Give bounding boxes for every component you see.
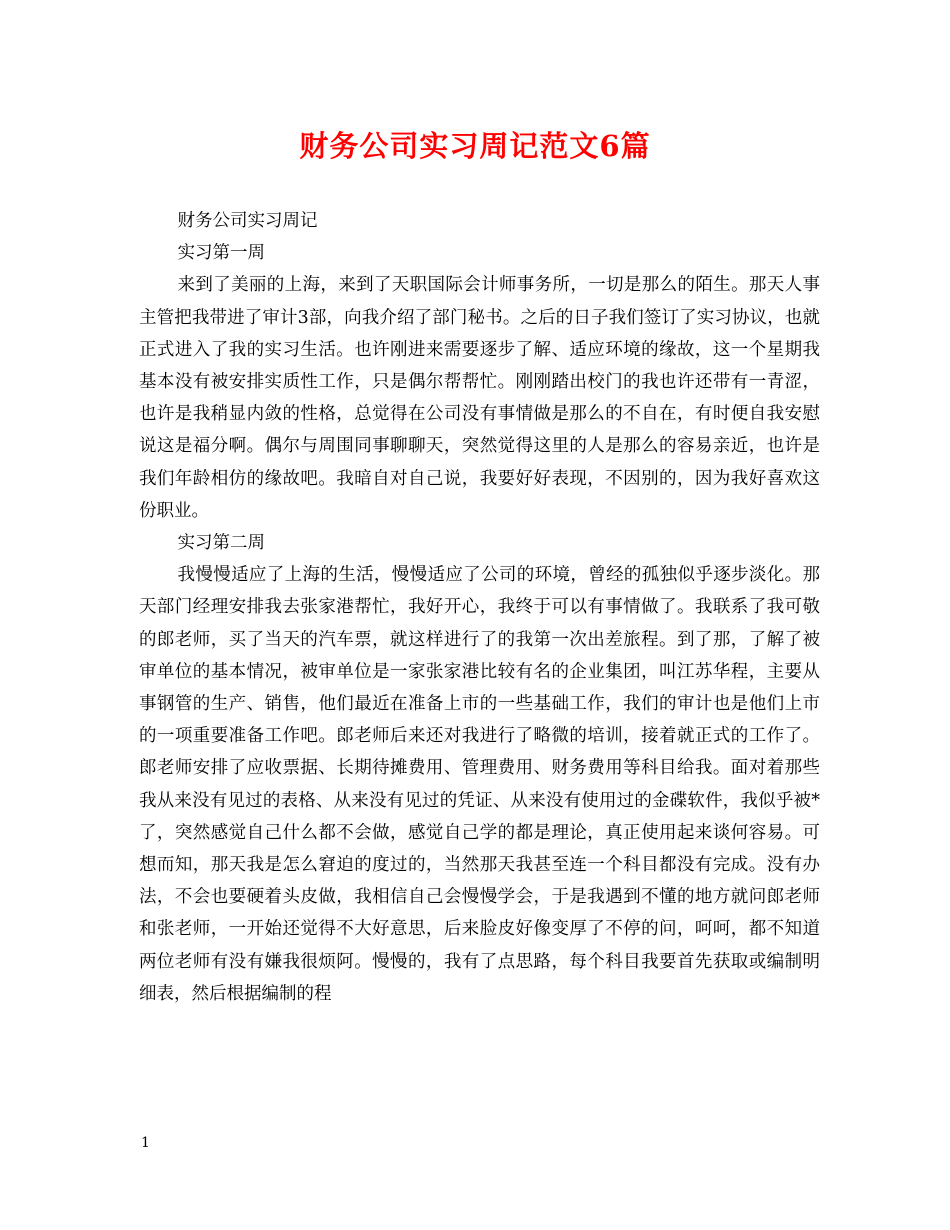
page-number: 1	[141, 1135, 150, 1151]
body-paragraph: 我慢慢适应了上海的生活，慢慢适应了公司的环境，曾经的孤独似乎逐步淡化。那天部门经理安排我去张家港帮忙，我好开心，我终于可以有事情做了。我联系了我可敬的郎老师，买了当天的汽车票，就这样进行了的我第一次出差旅程。到了那，了解了被审单位的基本情况，被审单位是一家张家港比较有名的企业集团，叫江苏华程，主要从事钢管的生产、销售，他们最近在准备上市的一些基础工作，我们的审计也是他们上市的一项重要准备工作吧。郎老师后来还对我进行了略微的培训，接着就正式的工作了。郎老师安排了应收票据、长期待摊费用、管理费用、财务费用等科目给我。面对着那些我从来没有见过的表格、从来没有见过的凭证、从来没有使用过的金碟软件，我似乎被*了，突然感觉自己什么都不会做，感觉自己学的都是理论，真正使用起来谈何容易。可想而知，那天我是怎么窘迫的度过的，当然那天我甚至连一个科目都没有完成。没有办法，不会也要硬着头皮做，我相信自己会慢慢学会，于是我遇到不懂的地方就问郎老师和张老师，一开始还觉得不大好意思，后来脸皮好像变厚了不停的问，呵呵，都不知道两位老师有没有嫌我很烦阿。慢慢的，我有了点思路，每个科目我要首先获取或编制明细表，然后根据编制的程	[139, 565, 820, 1004]
document-body	[139, 205, 820, 1010]
week-heading: 实习第二周	[177, 533, 265, 554]
document-title: 财务公司实习周记范文6篇	[299, 129, 651, 163]
week-heading: 实习第一周	[177, 243, 265, 264]
body-paragraph: 来到了美丽的上海，来到了天职国际会计师事务所，一切是那么的陌生。那天人事主管把我带进了审计3部，向我介绍了部门秘书。之后的日子我们签订了实习协议，也就正式进入了我的实习生活。也许刚进来需要逐步了解、适应环境的缘故，这一个星期我基本没有被安排实质性工作，只是偶尔帮帮忙。刚刚踏出校门的我也许还带有一青涩，也许是我稍显内敛的性格，总觉得在公司没有事情做是那么的不自在，有时便自我安慰说这是福分啊。偶尔与周围同事聊聊天，突然觉得这里的人是那么的容易亲近，也许是我们年龄相仿的缘故吧。我暗自对自己说，我要好好表现，不因别的，因为我好喜欢这份职业。	[139, 275, 820, 521]
section-heading: 财务公司实习周记	[177, 211, 318, 231]
